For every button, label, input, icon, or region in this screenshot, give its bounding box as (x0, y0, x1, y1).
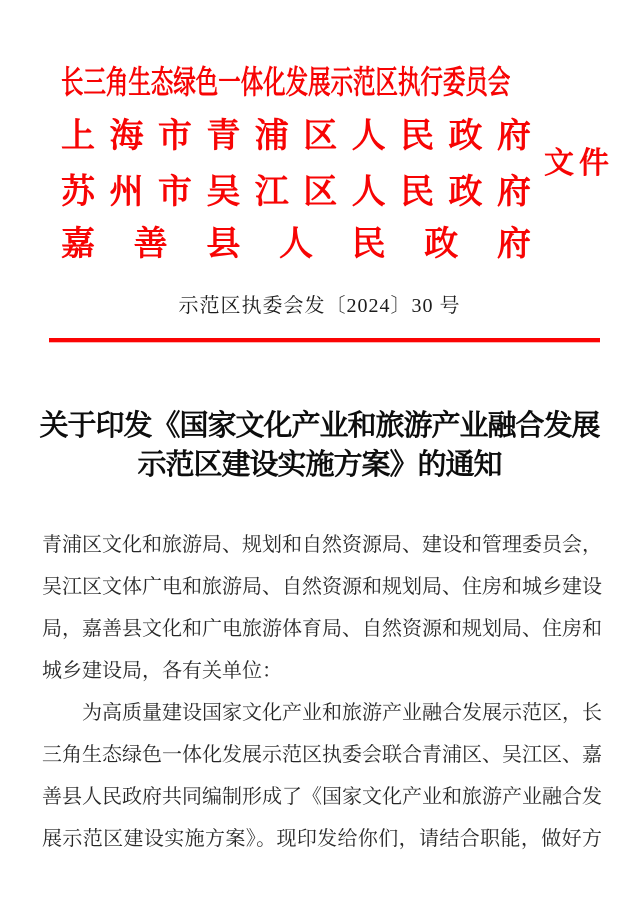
body-line: 善县人民政府共同编制形成了《国家文化产业和旅游产业融合发 (42, 786, 602, 808)
document-title-line2: 示范区建设实施方案》的通知 (137, 449, 502, 481)
body-line: 局，嘉善县文化和广电旅游体育局、自然资源和规划局、住房和 (42, 618, 602, 640)
document-body (42, 524, 602, 860)
issuer-suzhou-wujiang: 苏 州 市 吴 江 区 人 民 政 府 (61, 174, 531, 211)
doc-number: 示范区执委会发〔2024〕30 号 (178, 295, 461, 317)
red-divider-rule (49, 338, 600, 343)
issuer-shanghai-qingpu: 上 海 市 青 浦 区 人 民 政 府 (61, 118, 531, 155)
body-line: 城乡建设局，各有关单位： (42, 660, 282, 682)
body-line: 为高质量建设国家文化产业和旅游产业融合发展示范区，长 (42, 702, 602, 724)
document-title (0, 407, 639, 485)
body-line: 三角生态绿色一体化发展示范区执委会联合青浦区、吴江区、嘉 (42, 744, 602, 766)
body-line: 吴江区文体广电和旅游局、自然资源和规划局、住房和城乡建设 (42, 576, 602, 598)
document-title-line1: 关于印发《国家文化产业和旅游产业融合发展 (39, 410, 600, 442)
letterhead-committee-line (61, 64, 533, 102)
body-line: 青浦区文化和旅游局、规划和自然资源局、建设和管理委员会， (42, 534, 602, 556)
body-line: 展示范区建设实施方案》。现印发给你们，请结合职能，做好方 (42, 828, 602, 850)
issuer-jiashan-county: 嘉 善 县 人 民 政 府 (61, 226, 531, 263)
doc-type-label: 文 件 (544, 147, 609, 180)
committee-name: 长三角生态绿色一体化发展示范区执行委员会 (61, 64, 511, 100)
